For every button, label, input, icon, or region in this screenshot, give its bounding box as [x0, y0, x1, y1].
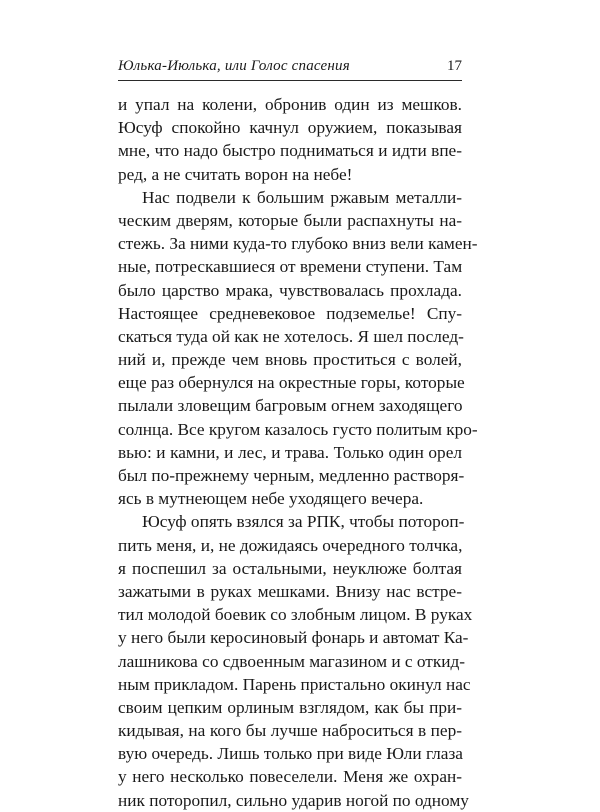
text-line: было царство мрака, чувствовалась прохлада. [118, 280, 462, 300]
text-line: вью: и камни, и лес, и трава. Только один орел [118, 442, 462, 462]
text-line: ным прикладом. Парень пристально окинул нас [118, 674, 471, 694]
text-line: Юсуф спокойно качнул оружием, показывая [118, 118, 462, 138]
body-text [118, 93, 478, 812]
text-line: у него были керосиновый фонарь и автомат Ка- [118, 628, 469, 648]
text-line: ные, потрескавшиеся от времени ступени. Там [118, 257, 463, 277]
text-line: пить меня, и, не дожидаясь очередного толчка, [118, 535, 463, 555]
text-line: вую очередь. Лишь только при виде Юли глаза [118, 744, 463, 764]
text-line: еще раз обернулся на окрестные горы, которые [118, 373, 465, 393]
page-number: 17 [447, 58, 462, 74]
text-line: своим цепким орлиным взглядом, как бы при- [118, 697, 462, 717]
running-title: Юлька-Июлька, или Голос спасения [118, 58, 350, 74]
text-line: солнца. Все кругом казалось густо политым кро- [118, 419, 478, 439]
text-line: скаться туда ой как не хотелось. Я шел послед- [118, 326, 464, 346]
text-line: стежь. За ними куда-то глубоко вниз вели камен- [118, 234, 478, 254]
text-line: кидывая, на кого бы лучше наброситься в пер- [118, 721, 462, 741]
header-rule [118, 80, 462, 81]
text-line: мне, что надо быстро подниматься и идти впе- [118, 141, 462, 161]
text-line: Настоящее средневековое подземелье! Спу- [118, 303, 462, 323]
text-line: у него несколько повеселели. Меня же охран- [118, 767, 462, 787]
text-line: Нас подвели к большим ржавым металли- [142, 187, 462, 207]
text-line: ник поторопил, сильно ударив ногой по одному [118, 790, 469, 810]
text-line: Юсуф опять взялся за РПК, чтобы потороп- [142, 512, 465, 532]
text-line: был по-прежнему черным, медленно растворя- [118, 466, 465, 485]
text-line: зажатыми в руках мешками. Внизу нас встре- [118, 581, 462, 601]
running-header [118, 58, 462, 80]
text-line: ний и, прежде чем вновь проститься с волей, [118, 350, 462, 370]
text-line: я поспешил за остальными, неуклюже болтая [118, 558, 462, 578]
text-line: и упал на колени, обронив один из мешков. [118, 95, 462, 114]
text-line: ред, а не считать ворон на небе! [118, 164, 353, 184]
text-line: ясь в мутнеющем небе уходящего вечера. [118, 489, 424, 509]
text-line: лашникова со сдвоенным магазином и с откид- [118, 651, 466, 671]
text-line: тил молодой боевик со злобным лицом. В руках [118, 605, 473, 625]
text-line: ческим дверям, которые были распахнуты на- [118, 210, 462, 230]
text-line: пылали зловещим багровым огнем заходящего [118, 396, 463, 416]
